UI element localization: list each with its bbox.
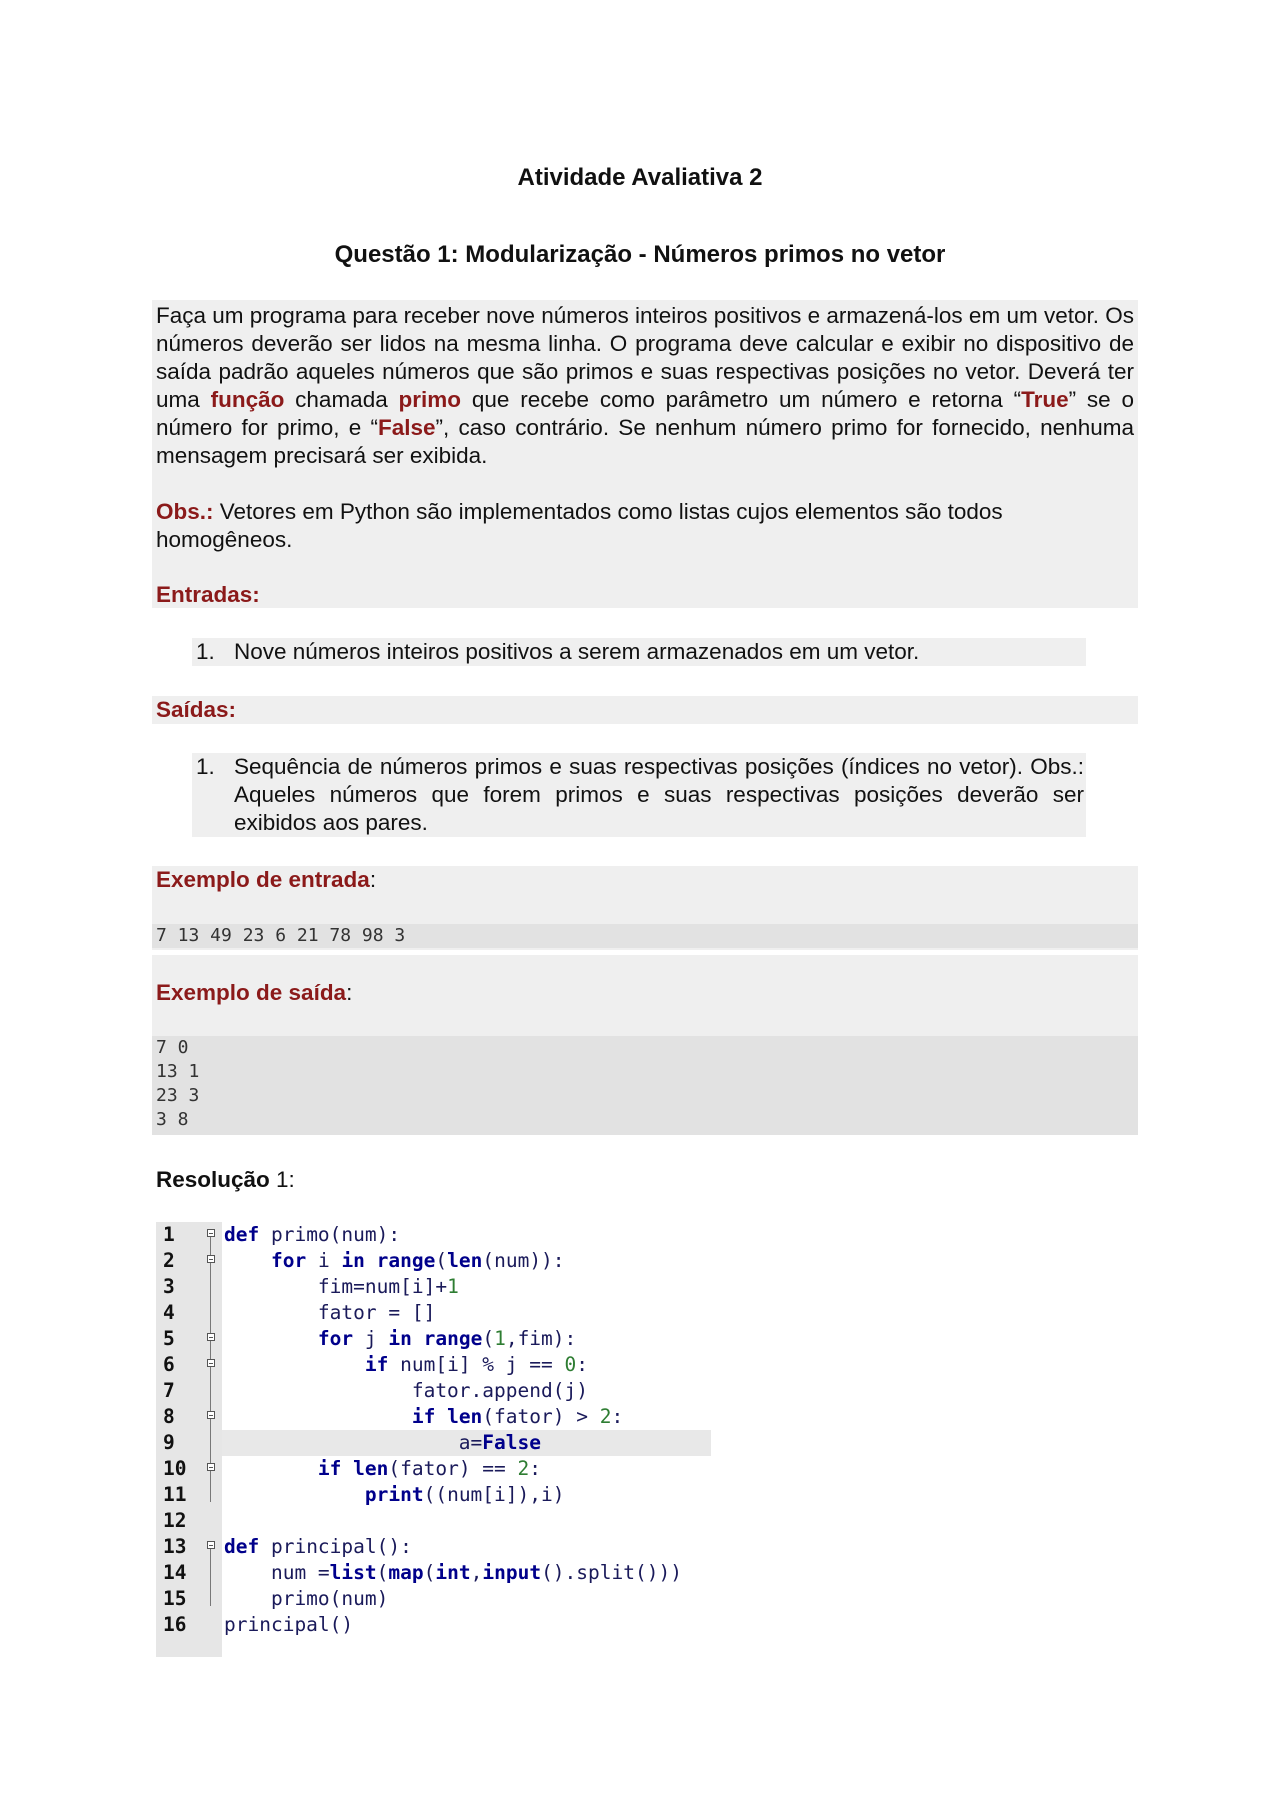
entradas-item-number: 1. [196, 639, 215, 664]
exemplo-entrada-colon: : [369, 867, 377, 892]
statement-paragraph [156, 302, 1134, 470]
exemplo-saida-line: 23 3 [156, 1085, 200, 1106]
line-number: 3 [163, 1275, 175, 1298]
exemplo-entrada-label: Exemplo de entrada [156, 867, 370, 892]
code-text: a=False [224, 1431, 541, 1454]
code-text: fator = [] [224, 1301, 436, 1324]
resolucao-heading [156, 1166, 1134, 1194]
fold-line-icon [207, 1274, 215, 1300]
exemplo-saida-line: 7 0 [156, 1037, 189, 1058]
exemplo-entrada-heading [156, 866, 1134, 894]
saidas-item-number: 1. [196, 754, 215, 779]
keyword-funcao: função [210, 387, 285, 412]
code-text: principal() [224, 1613, 354, 1636]
line-number: 5 [163, 1327, 175, 1350]
line-number: 11 [163, 1483, 187, 1506]
fold-toggle-icon[interactable] [207, 1534, 215, 1560]
fold-line-icon [207, 1586, 215, 1612]
code-text: primo(num) [224, 1587, 389, 1610]
fold-toggle-icon[interactable] [207, 1456, 215, 1482]
code-text: def principal(): [224, 1535, 412, 1558]
fold-line-icon [207, 1378, 215, 1404]
fold-line-icon [207, 1482, 215, 1508]
line-number: 13 [163, 1535, 187, 1558]
exemplo-saida-line: 13 1 [156, 1061, 200, 1082]
fold-toggle-icon[interactable] [207, 1352, 215, 1378]
obs-label: Obs.: [156, 499, 214, 524]
saidas-label: Saídas: [156, 697, 237, 722]
entradas-item-text: Nove números inteiros positivos a serem armazenados em um vetor. [234, 639, 920, 664]
line-number: 14 [163, 1561, 187, 1584]
document-title: Atividade Avaliativa 2 [517, 164, 763, 191]
exemplo-saida-colon: : [346, 980, 353, 1005]
statement-text-1: Faça um programa para receber nove números inteiros positivos e armazená-los em um vetor. Os números deverão ser lidos na mesma linha. O programa deve calcular e exibir no dispositivo de saída padrão aqueles números que são primos e suas respectivas posições no vetor. Deverá ter uma [156, 303, 1134, 412]
code-text: if len(fator) > 2: [411, 1405, 624, 1428]
code-text: def primo(num): [224, 1223, 401, 1246]
obs-paragraph [156, 498, 1086, 554]
code-text: if len(fator) == 2: [317, 1457, 542, 1480]
line-number: 4 [163, 1301, 175, 1324]
keyword-true: True [1021, 387, 1069, 412]
line-number: 6 [163, 1353, 175, 1376]
line-number: 8 [163, 1405, 175, 1428]
line-number: 1 [163, 1223, 175, 1246]
statement-text-2: chamada [284, 387, 399, 412]
entradas-label: Entradas: [156, 582, 260, 607]
line-number: 15 [163, 1587, 187, 1610]
obs-text: Vetores em Python são implementados como listas cujos elementos são todos homogêneos. [156, 499, 1003, 552]
fold-line-icon [207, 1300, 215, 1326]
fold-toggle-icon[interactable] [207, 1222, 215, 1248]
line-number: 2 [163, 1249, 175, 1272]
keyword-false: False [378, 415, 436, 440]
code-text: for i in range(len(num)): [270, 1249, 565, 1272]
fold-toggle-icon[interactable] [207, 1404, 215, 1430]
line-number: 10 [163, 1457, 187, 1480]
code-text: print((num[i]),i) [364, 1483, 565, 1506]
line-number: 7 [163, 1379, 175, 1402]
code-text: num =list(map(int,input().split())) [224, 1561, 682, 1584]
line-number: 9 [163, 1431, 175, 1454]
fold-line-icon [207, 1560, 215, 1586]
keyword-primo: primo [398, 387, 462, 412]
statement-text-4: ” se o número for primo, e “ [156, 387, 1134, 440]
statement-text-3: que recebe como parâmetro um número e retorna “ [461, 387, 1022, 412]
line-number: 12 [163, 1509, 187, 1532]
resolucao-suffix: 1: [269, 1167, 295, 1192]
line-number: 16 [163, 1613, 187, 1636]
code-text: if num[i] % j == 0: [364, 1353, 588, 1376]
resolucao-label: Resolução [156, 1167, 270, 1192]
code-text: fim=num[i]+1 [224, 1275, 459, 1298]
fold-toggle-icon[interactable] [207, 1248, 215, 1274]
code-text: fator.append(j) [224, 1379, 588, 1402]
exemplo-saida-value-background [152, 1036, 1138, 1135]
code-text: for j in range(1,fim): [317, 1327, 577, 1350]
statement-text-5: ”, caso contrário. Se nenhum número primo for fornecido, nenhuma mensagem precisará ser exibida. [156, 415, 1134, 468]
exemplo-saida-heading [156, 979, 1134, 1007]
exemplo-saida-label: Exemplo de saída [156, 980, 347, 1005]
exemplo-saida-line: 3 8 [156, 1109, 189, 1130]
fold-toggle-icon[interactable] [207, 1326, 215, 1352]
saidas-item-text: Sequência de números primos e suas respectivas posições (índices no vetor). Obs.: Aqueles números que forem primos e suas respectivas posições deverão ser exibidos aos pares. [234, 754, 1084, 835]
question-title: Questão 1: Modularização - Números primos no vetor [334, 241, 946, 268]
exemplo-entrada-value: 7 13 49 23 6 21 78 98 3 [156, 925, 406, 946]
fold-line-icon [207, 1430, 215, 1456]
